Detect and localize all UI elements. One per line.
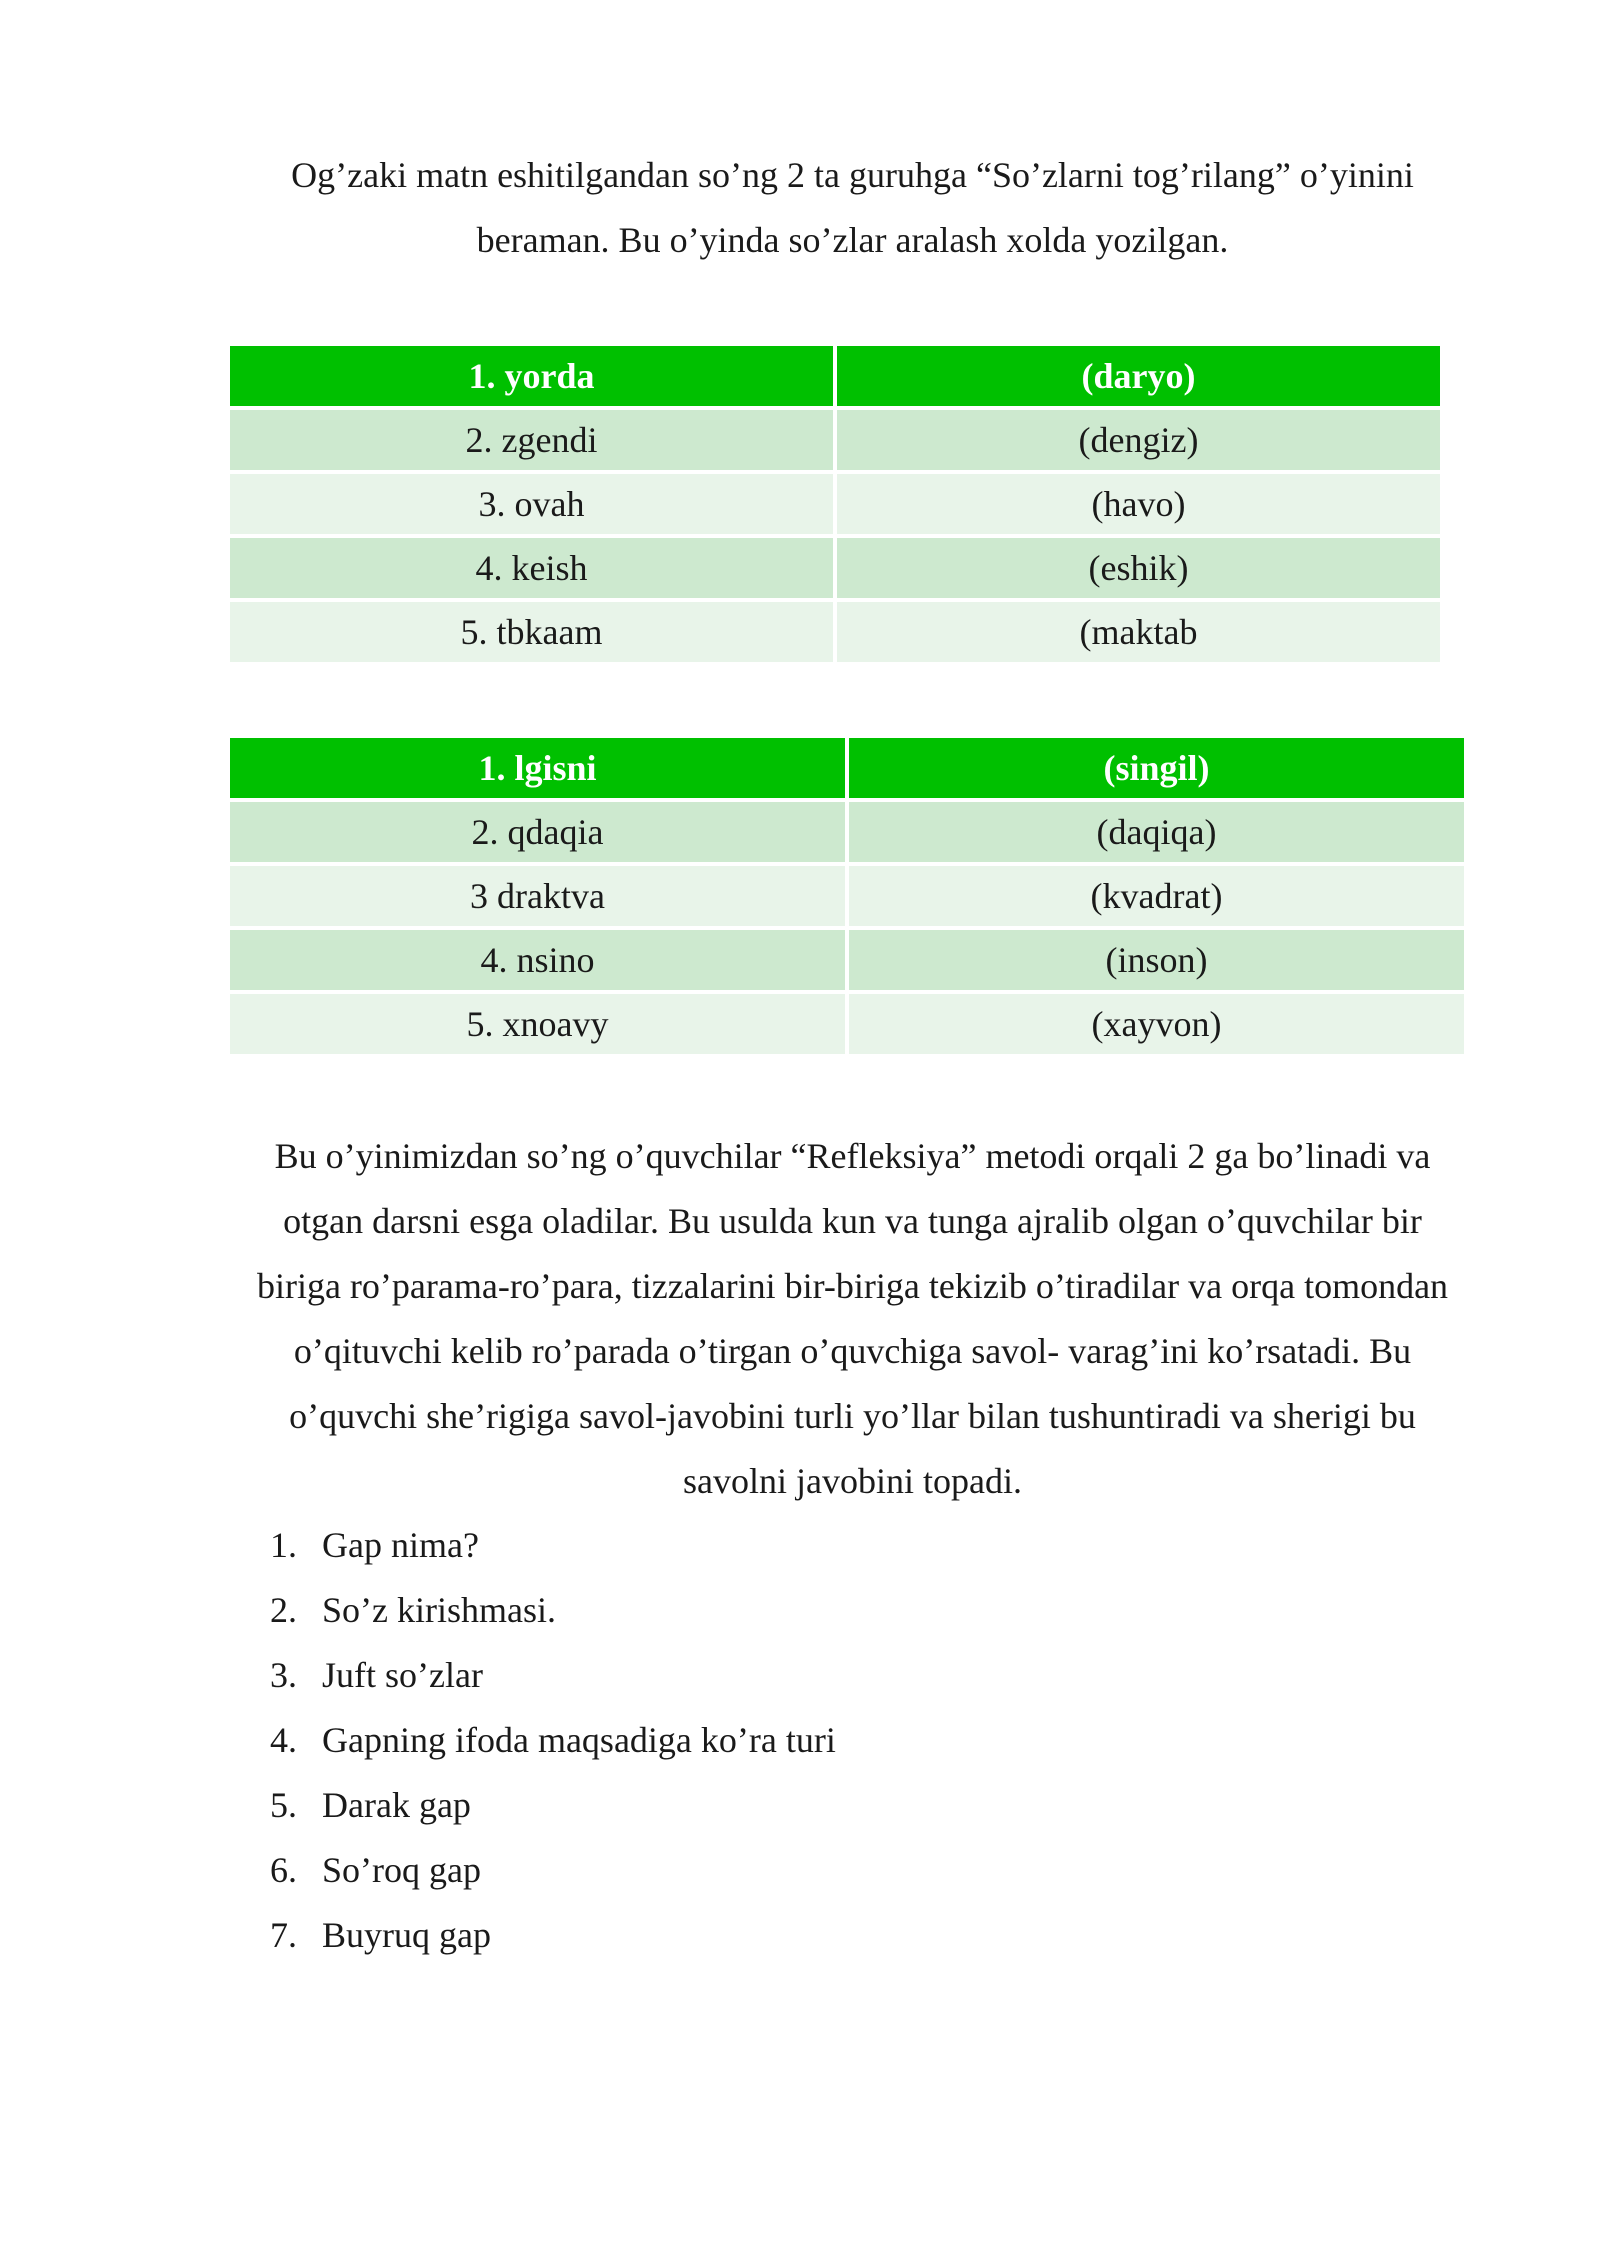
list-item: [270, 1708, 836, 1773]
list-number: 5.: [270, 1785, 297, 1825]
list-number: 2.: [270, 1590, 297, 1630]
table-cell: (inson): [849, 930, 1464, 990]
list-number: 4.: [270, 1720, 297, 1760]
table-row: [230, 802, 1464, 862]
table-cell: (daryo): [837, 346, 1440, 406]
table-cell: 5. xnoavy: [230, 994, 845, 1054]
body-line: savolni javobini topadi.: [683, 1461, 1022, 1501]
intro-line: beraman. Bu o’yinda so’zlar aralash xolda yozilgan.: [476, 220, 1229, 260]
table-header-row: [230, 738, 1464, 798]
table-cell: 3. ovah: [230, 474, 833, 534]
table-cell: 1. yorda: [230, 346, 833, 406]
table-row: [230, 474, 1440, 534]
table-cell: 1. lgisni: [230, 738, 845, 798]
word-table-1: [226, 342, 1444, 666]
table-row: [230, 866, 1464, 926]
list-item: [270, 1513, 836, 1578]
table-row: [230, 538, 1440, 598]
body-line: biriga ro’parama-ro’para, tizzalarini bir-biriga tekizib o’tiradilar va orqa tomondan: [256, 1266, 1449, 1306]
body-line: Bu o’yinimizdan so’ng o’quvchilar “Refleksiya” metodi orqali 2 ga bo’linadi va: [274, 1136, 1431, 1176]
table-cell: (kvadrat): [849, 866, 1464, 926]
word-table-2: [226, 734, 1468, 1058]
table-cell: (maktab: [837, 602, 1440, 662]
list-text: So’z kirishmasi.: [322, 1590, 556, 1630]
list-item: [270, 1773, 836, 1838]
body-line: o’qituvchi kelib ro’parada o’tirgan o’quvchiga savol- varag’ini ko’rsatadi. Bu: [293, 1331, 1412, 1371]
table-cell: (dengiz): [837, 410, 1440, 470]
list-item: [270, 1903, 836, 1968]
intro-paragraph: [225, 143, 1480, 273]
table-cell: (xayvon): [849, 994, 1464, 1054]
table-cell: 3 draktva: [230, 866, 845, 926]
list-text: Juft so’zlar: [322, 1655, 483, 1695]
table-cell: 2. qdaqia: [230, 802, 845, 862]
list-text: So’roq gap: [322, 1850, 481, 1890]
table-cell: (eshik): [837, 538, 1440, 598]
table-row: [230, 994, 1464, 1054]
list-text: Gapning ifoda maqsadiga ko’ra turi: [322, 1720, 836, 1760]
list-number: 7.: [270, 1915, 297, 1955]
table-row: [230, 410, 1440, 470]
list-text: Gap nima?: [322, 1525, 479, 1565]
list-number: 6.: [270, 1850, 297, 1890]
table-cell: (havo): [837, 474, 1440, 534]
table-row: [230, 602, 1440, 662]
intro-line: Og’zaki matn eshitilgandan so’ng 2 ta guruhga “So’zlarni tog’rilang” o’yinini: [291, 155, 1414, 195]
list-item: [270, 1643, 836, 1708]
table-row: [230, 930, 1464, 990]
list-text: Darak gap: [322, 1785, 471, 1825]
table-cell: 4. keish: [230, 538, 833, 598]
list-item: [270, 1578, 836, 1643]
body-line: otgan darsni esga oladilar. Bu usulda kun va tunga ajralib olgan o’quvchilar bir: [283, 1201, 1422, 1241]
list-item: [270, 1838, 836, 1903]
table-cell: (daqiqa): [849, 802, 1464, 862]
table-cell: 4. nsino: [230, 930, 845, 990]
table-cell: 2. zgendi: [230, 410, 833, 470]
body-line: o’quvchi she’rigiga savol-javobini turli yo’llar bilan tushuntiradi va sherigi bu: [289, 1396, 1416, 1436]
table-header-row: [230, 346, 1440, 406]
list-text: Buyruq gap: [322, 1915, 491, 1955]
list-number: 3.: [270, 1655, 297, 1695]
question-list: [270, 1513, 836, 1968]
list-number: 1.: [270, 1525, 297, 1565]
table-cell: 5. tbkaam: [230, 602, 833, 662]
body-paragraph: [225, 1124, 1480, 1514]
table-cell: (singil): [849, 738, 1464, 798]
